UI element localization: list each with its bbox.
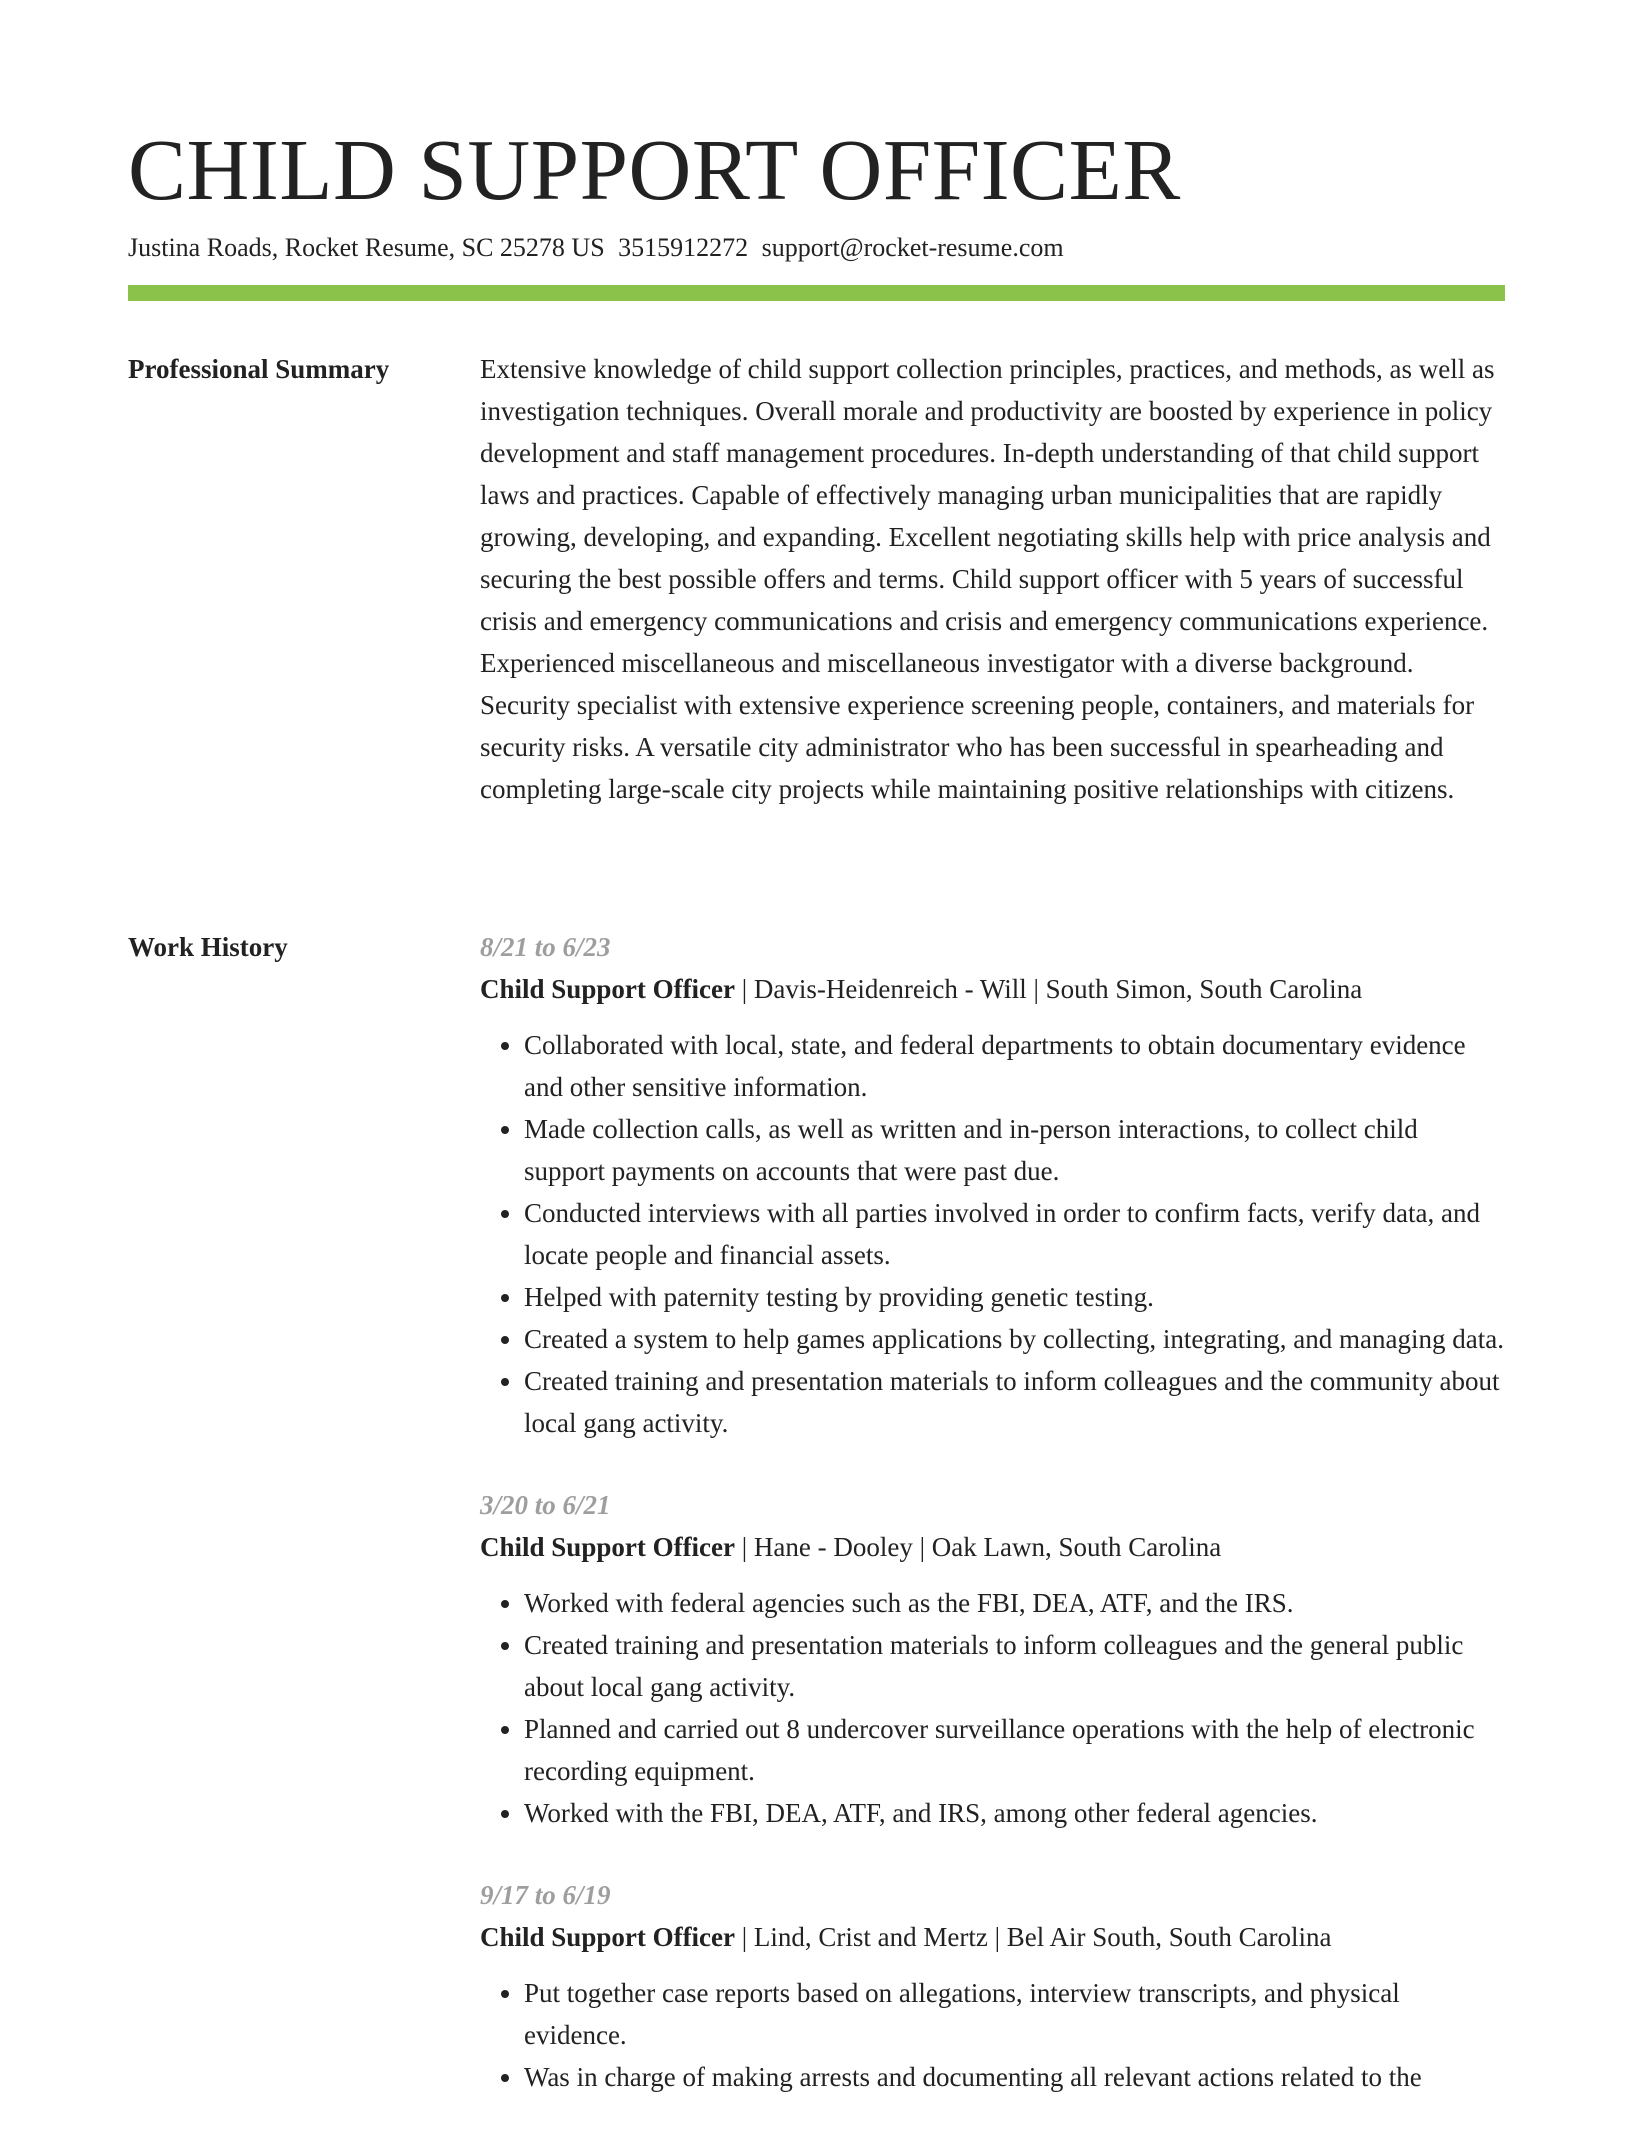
job-dates: 3/20 to 6/21 <box>480 1490 611 1520</box>
job-title-line <box>480 1916 1505 1958</box>
job-title-line <box>480 968 1505 1010</box>
job-bullet: • Created training and presentation materials to inform colleagues and the community about local gang activity. <box>524 1360 1505 1444</box>
job-bullet: • Was in charge of making arrests and documenting all relevant actions related to the <box>524 2056 1505 2098</box>
summary-text: Extensive knowledge of child support collection principles, practices, and methods, as well as investigation techniques. Overall morale and productivity are boosted by experience in policy development and staff management procedures. In-depth understanding of that child support laws and practices. Capable of effectively managing urban municipalities that are rapidly growing, developing, and expanding. Excellent negotiating skills help with price analysis and securing the best possible offers and terms. Child support officer with 5 years of successful crisis and emergency communications and crisis and emergency communications experience. Experienced miscellaneous and miscellaneous investigator with a diverse background. Security specialist with extensive experience screening people, containers, and materials for security risks. A versatile city administrator who has been successful in spearheading and completing large-scale city projects while maintaining positive relationships with citizens. <box>480 354 1495 804</box>
job-dates: 9/17 to 6/19 <box>480 1880 611 1910</box>
job-bullet: • Created training and presentation materials to inform colleagues and the general public about local gang activity. <box>524 1624 1505 1708</box>
job-bullet: • Helped with paternity testing by providing genetic testing. <box>524 1276 1505 1318</box>
job-bullets <box>480 1972 1505 2098</box>
header-divider <box>128 285 1505 301</box>
job-title: Child Support Officer <box>480 1532 736 1562</box>
job-details: | Davis-Heidenreich - Will | South Simon, South Carolina <box>735 974 1363 1004</box>
job-bullet: • Worked with federal agencies such as the FBI, DEA, ATF, and the IRS. <box>524 1582 1505 1624</box>
job-details: | Hane - Dooley | Oak Lawn, South Carolina <box>735 1532 1222 1562</box>
job-bullet: • Conducted interviews with all parties involved in order to confirm facts, verify data, and locate people and financial assets. <box>524 1192 1505 1276</box>
work-history-heading: Work History <box>128 932 288 962</box>
contact-line <box>128 230 1064 266</box>
contact-address: Justina Roads, Rocket Resume, SC 25278 US <box>128 233 605 262</box>
summary-heading: Professional Summary <box>128 354 390 384</box>
job-bullet: • Planned and carried out 8 undercover surveillance operations with the help of electronic recording equipment. <box>524 1708 1505 1792</box>
job-title-line <box>480 1526 1505 1568</box>
job-dates: 8/21 to 6/23 <box>480 932 611 962</box>
job-entry <box>480 1874 1505 2098</box>
contact-email: support@rocket-resume.com <box>761 233 1064 262</box>
job-title: Child Support Officer <box>480 1922 736 1952</box>
job-bullets <box>480 1582 1505 1834</box>
summary-body <box>480 348 1505 810</box>
resume-title: CHILD SUPPORT OFFICER <box>128 121 1181 218</box>
job-entry <box>480 926 1505 1444</box>
job-bullets <box>480 1024 1505 1444</box>
work-history-body <box>480 926 1505 2138</box>
job-bullet: • Worked with the FBI, DEA, ATF, and IRS, among other federal agencies. <box>524 1792 1505 1834</box>
contact-phone: 3515912272 <box>618 233 749 262</box>
job-title: Child Support Officer <box>480 974 736 1004</box>
job-details: | Lind, Crist and Mertz | Bel Air South, South Carolina <box>735 1922 1332 1952</box>
job-bullet: • Made collection calls, as well as written and in-person interactions, to collect child support payments on accounts that were past due. <box>524 1108 1505 1192</box>
job-bullet: • Put together case reports based on allegations, interview transcripts, and physical evidence. <box>524 1972 1505 2056</box>
job-bullet: • Collaborated with local, state, and federal departments to obtain documentary evidence and other sensitive information. <box>524 1024 1505 1108</box>
job-bullet: • Created a system to help games applications by collecting, integrating, and managing data. <box>524 1318 1505 1360</box>
job-entry <box>480 1484 1505 1834</box>
